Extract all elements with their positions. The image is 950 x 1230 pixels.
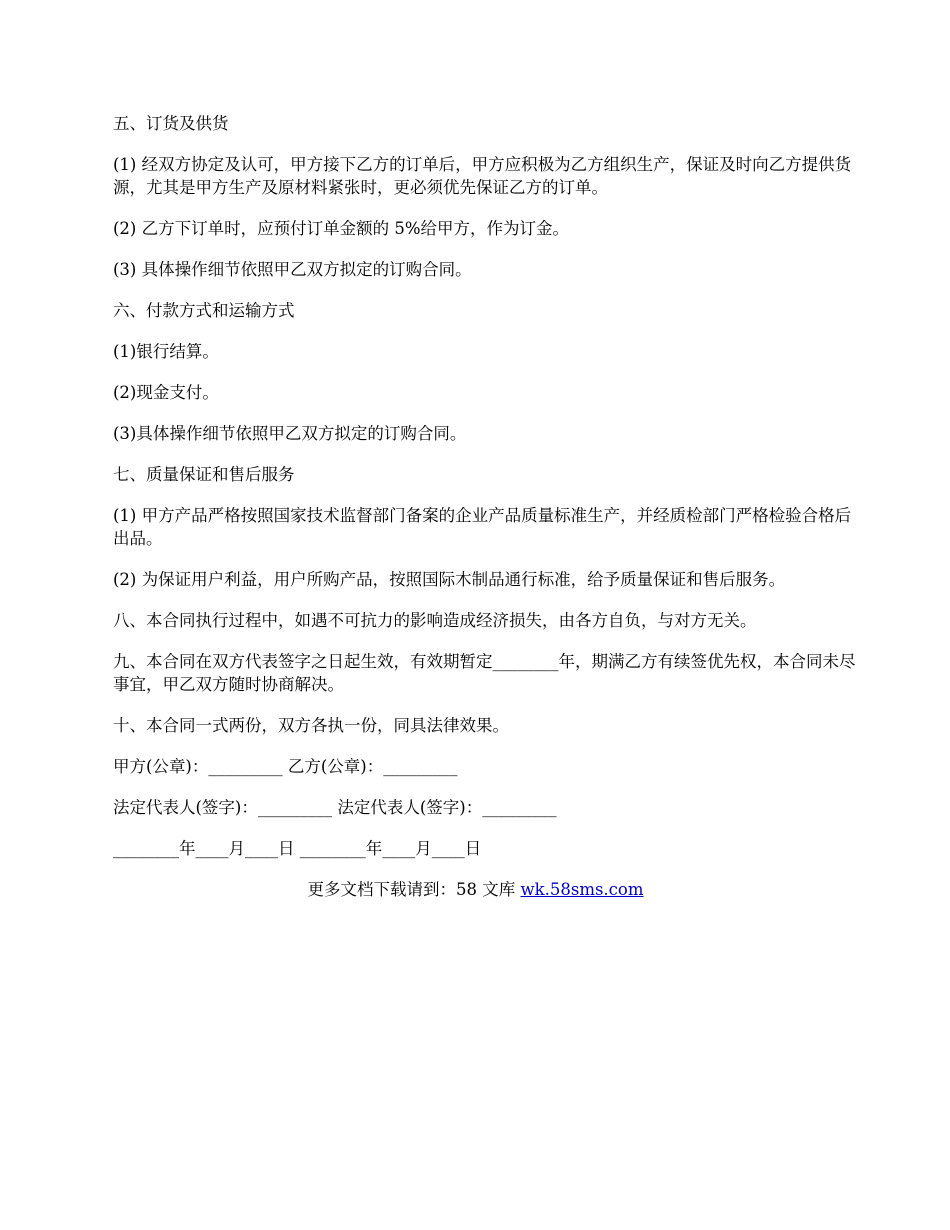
section-heading-quality: 七、质量保证和售后服务 [113,465,295,484]
signature-dates: ________年____月____日 ________年____月____日 [113,839,482,858]
footer-link[interactable]: wk.58sms.com [520,880,644,899]
section-copies: 十、本合同一式两份，双方各执一份，同具法律效果。 [113,716,509,735]
section-heading-ordering: 五、订货及供货 [113,114,229,133]
clause-payment-2: (2)现金支付。 [113,383,219,402]
clause-ordering-2: (2) 乙方下订单时，应预付订单金额的 5%给甲方，作为订金。 [113,219,570,238]
clause-ordering-3: (3) 具体操作细节依照甲乙双方拟定的订购合同。 [113,260,472,279]
signature-representatives: 法定代表人(签字)：_________ 法定代表人(签字)：_________ [113,798,557,817]
clause-quality-2: (2) 为保证用户利益，用户所购产品，按照国际木制品通行标准，给予质量保证和售后服务。 [113,570,786,589]
download-footer [113,878,838,901]
signature-seals: 甲方(公章)：_________ 乙方(公章)：_________ [113,757,458,776]
document-body [113,112,863,901]
clause-ordering-1: (1) 经双方协定及认可，甲方接下乙方的订单后，甲方应积极为乙方组织生产，保证及时向乙方提供货源，尤其是甲方生产及原材料紧张时，更必须优先保证乙方的订单。 [113,155,852,197]
footer-prefix: 更多文档下载请到：58 文库 [307,880,521,899]
section-heading-payment: 六、付款方式和运输方式 [113,301,295,320]
clause-quality-1: (1) 甲方产品严格按照国家技术监督部门备案的企业产品质量标准生产，并经质检部门严格检验合格后出品。 [113,506,852,548]
clause-payment-1: (1)银行结算。 [113,342,219,361]
section-validity: 九、本合同在双方代表签字之日起生效，有效期暂定________年，期满乙方有续签优先权，本合同未尽事宜，甲乙双方随时协商解决。 [113,652,856,694]
section-force-majeure: 八、本合同执行过程中，如遇不可抗力的影响造成经济损失，由各方自负，与对方无关。 [113,611,757,630]
clause-payment-3: (3)具体操作细节依照甲乙双方拟定的订购合同。 [113,424,467,443]
